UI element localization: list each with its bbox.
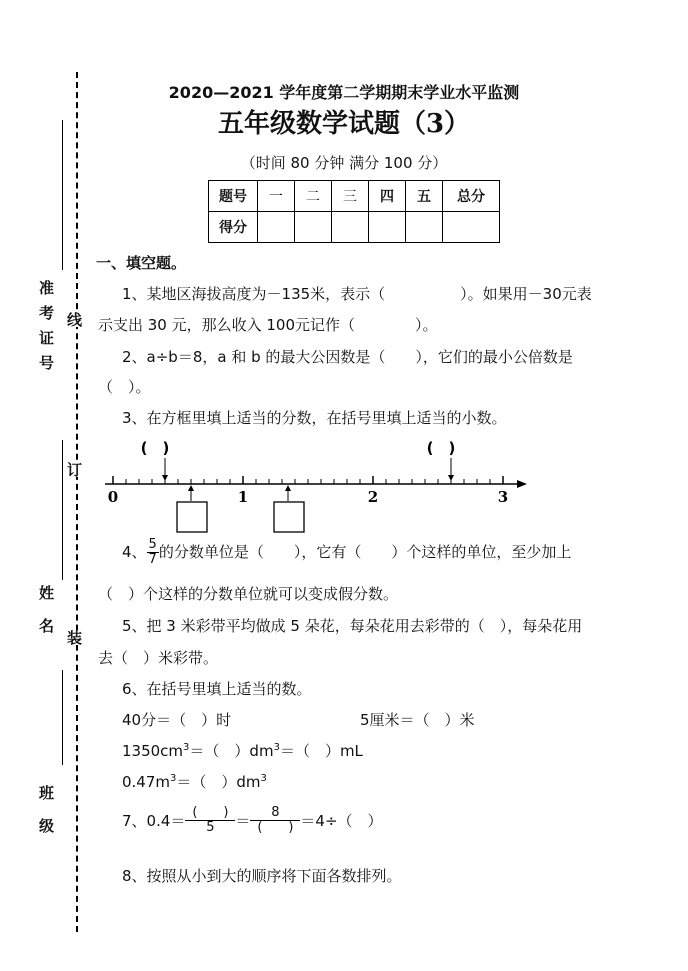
cube-exponent: 3 [260, 773, 267, 784]
equals-sign: ＝ [235, 812, 251, 830]
question-6-item-minutes: 40分＝（ ）时 [122, 711, 232, 729]
binding-dashed-line [76, 72, 78, 932]
score-table [208, 180, 500, 243]
score-header-cell: 二 [295, 181, 332, 212]
exam-term-title: 2020—2021 学年度第二学期期末学业水平监测 [168, 83, 520, 102]
question-2-line-b: （ ）。 [98, 378, 151, 396]
fraction-numerator: 8 [250, 806, 300, 821]
exam-time-info: （时间 80 分钟 满分 100 分） [240, 154, 448, 172]
question-4-line-a [122, 538, 571, 567]
score-table-header-row [209, 181, 500, 212]
score-table-score-row [209, 212, 500, 243]
binding-char-order: 订 [65, 462, 83, 477]
fraction-five-sevenths [147, 538, 159, 567]
cm3-value: 1350cm [122, 742, 184, 760]
id-number-field-line [62, 120, 63, 270]
id-number-label: 准考证号 [37, 280, 55, 380]
question-4-prefix: 4、 [122, 543, 147, 561]
question-6-item-cm: 5厘米＝（ ）米 [360, 711, 475, 729]
cm3-eq-dm: ＝（ ）dm [189, 742, 274, 760]
question-8-text: 8、按照从小到大的顺序将下面各数排列。 [122, 867, 402, 885]
score-cell[interactable] [406, 212, 443, 243]
binding-char-bind: 装 [65, 630, 83, 645]
m3-value: 0.47m [122, 773, 171, 791]
cube-exponent: 3 [273, 742, 280, 753]
question-5-line-b: 去（ ）米彩带。 [98, 649, 219, 667]
score-row-label: 得分 [209, 212, 258, 243]
score-header-cell: 总分 [443, 181, 500, 212]
score-cell[interactable] [369, 212, 406, 243]
question-4-text-a: 的分数单位是（ ），它有（ ）个这样的单位，至少加上 [158, 543, 572, 561]
paren-left-label: ( ) [140, 439, 170, 457]
fraction-denominator: 5 [206, 820, 215, 835]
fraction-denominator-blank[interactable]: ( ) [257, 820, 294, 835]
score-cell[interactable] [443, 212, 500, 243]
tick-label-3: 3 [497, 488, 509, 506]
class-field-line [62, 670, 63, 765]
score-cell[interactable] [332, 212, 369, 243]
question-6-text: 6、在括号里填上适当的数。 [122, 680, 312, 698]
fraction-numerator-blank[interactable]: ( ) [185, 806, 235, 821]
score-header-cell: 一 [258, 181, 295, 212]
exam-title: 五年级数学试题（3） [217, 109, 471, 139]
question-7-suffix: ＝4÷（ ） [300, 812, 383, 830]
question-2-line-a: 2、a÷b＝8，a 和 b 的最大公因数是（ ），它们的最小公倍数是 [122, 348, 573, 366]
question-1-line-b: 示支出 30 元，那么收入 100元记作（ ）。 [98, 316, 438, 334]
class-label: 班级 [37, 785, 55, 851]
fraction-numerator: 5 [148, 537, 157, 552]
score-header-cell: 五 [406, 181, 443, 212]
fraction-denominator: 7 [148, 552, 157, 567]
paren-right-label: ( ) [426, 439, 456, 457]
cube-exponent: 3 [183, 742, 190, 753]
answer-box-right[interactable] [274, 502, 304, 532]
question-6-item-m3 [122, 771, 267, 792]
answer-box-left[interactable] [177, 502, 207, 532]
question-4-line-b: （ ）个这样的分数单位就可以变成假分数。 [98, 585, 399, 603]
score-cell[interactable] [258, 212, 295, 243]
number-line-ticks [113, 476, 503, 484]
question-1-line-a: 1、某地区海拔高度为－135米，表示（ ）。如果用－30元表 [122, 285, 592, 303]
tick-label-1: 1 [237, 488, 249, 506]
arrow-head-right [448, 475, 454, 481]
question-7-prefix: 7、0.4＝ [122, 812, 186, 830]
m3-eq-dm: ＝（ ）dm [176, 773, 261, 791]
binding-char-line: 线 [65, 312, 83, 327]
fraction-8-over-blank [250, 806, 300, 835]
score-header-cell: 四 [369, 181, 406, 212]
score-header-cell: 三 [332, 181, 369, 212]
question-3-text: 3、在方框里填上适当的分数，在括号里填上适当的小数。 [122, 409, 507, 427]
score-cell[interactable] [295, 212, 332, 243]
name-label: 姓名 [37, 585, 55, 651]
fraction-blank-over-5 [185, 806, 235, 835]
cube-exponent: 3 [170, 773, 177, 784]
question-5-line-a: 5、把 3 米彩带平均做成 5 朵花，每朵花用去彩带的（ ），每朵花用 [122, 617, 583, 635]
cm3-eq-ml: ＝（ ）mL [279, 742, 363, 760]
name-field-line [62, 440, 63, 580]
question-6-item-cm3 [122, 740, 363, 761]
question-7-line [122, 806, 383, 835]
arrow-head-left [162, 475, 168, 481]
arrow-head-up-right [285, 485, 291, 491]
score-header-cell: 题号 [209, 181, 258, 212]
section-heading: 一、填空题。 [96, 254, 187, 272]
tick-label-2: 2 [367, 488, 379, 506]
arrow-head-up-left [188, 485, 194, 491]
number-line [95, 432, 535, 537]
tick-label-0: 0 [107, 488, 119, 506]
